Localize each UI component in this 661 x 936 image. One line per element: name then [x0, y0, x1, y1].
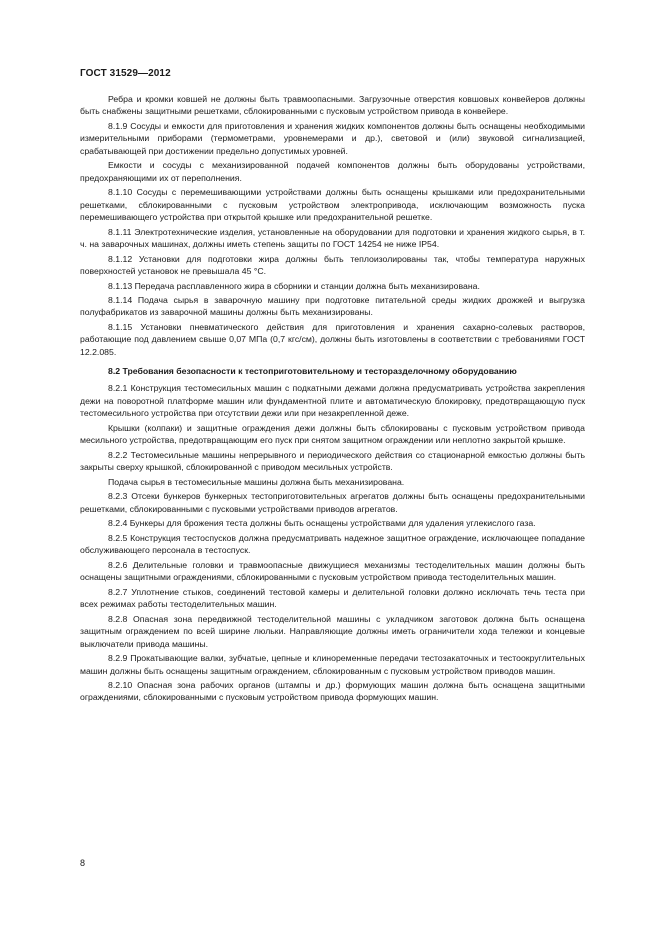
paragraph: 8.2.4 Бункеры для брожения теста должны быть оснащены устройствами для удаления углекислого газа. — [108, 518, 536, 529]
paragraph: 8.2.8 Опасная зона передвижной тестоделительной машины с укладчиком заготовок должна быть оснащена защитным ограждением по всей ширине люльки. Направляющие должны иметь ограничители хода тележки и концевые выключатели привода машины. — [80, 613, 585, 649]
paragraph: 8.2.6 Делительные головки и травмоопасные движущиеся механизмы тестоделительных машин должны быть оснащены защитными ограждениями, сблокированными с пусковым устройством привода тестоделительных машин. — [80, 559, 585, 583]
paragraph: Ребра и кромки ковшей не должны быть травмоопасными. Загрузочные отверстия ковшовых конвейеров должны быть снабжены защитными решетками, сблокированными с пусковым устройством привода в конвейере. — [80, 94, 585, 117]
paragraph: 8.2.1 Конструкция тестомесильных машин с подкатными дежами должна предусматривать устройства закрепления дежи на поворотной платформе машин или фундаментной плите и автоматическую блокировку, предотвращающую пуск тестомесильного устройства при отсутствии дежи или при незакрепленной деже. — [80, 383, 585, 418]
standard-header: ГОСТ 31529—2012 — [80, 68, 171, 79]
paragraph: 8.2.5 Конструкция тестоспусков должна предусматривать надежное защитное ограждение, исключающее попадание обслуживающего персонала в тестоспуск. — [80, 532, 585, 556]
paragraph: 8.2.9 Прокатывающие валки, зубчатые, цепные и клиноременные передачи тестозакаточных и тестоокруглительных машин должны быть оснащены защитным ограждением, сблокированным с пусковым устройством приводов машин. — [80, 653, 585, 676]
paragraph: 8.2.7 Уплотнение стыков, соединений тестовой камеры и делительной головки должно исключать течь теста при всех режимах работы тестоделительных машин. — [80, 586, 585, 610]
page-number: 8 — [80, 858, 86, 868]
paragraph: 8.2.2 Тестомесильные машины непрерывного и периодического действия со стационарной емкостью должны быть закрыты сверху крышкой, сблокированной с приводом месильных устройств. — [80, 449, 585, 472]
paragraph: 8.1.10 Сосуды с перемешивающими устройствами должны быть оснащены крышками или предохранительными решетками, сблокированными с пусковым устройством электропривода, исключающим возможность пуска перемешивающего устройства при открытой крышке или предохранительной решетке. — [80, 187, 585, 222]
paragraph: 8.1.9 Сосуды и емкости для приготовления и хранения жидких компонентов должны быть оснащены необходимыми измерительными приборами (термометрами, уровнемерами и др.), световой и (или) звуковой сигнализацией, срабатывающей при достижении предельно допустимых уровней. — [80, 120, 585, 156]
paragraph: 8.2.3 Отсеки бункеров бункерных тестоприготовительных агрегатов должны быть оснащены предохранительными решетками, сблокированными с пусковыми устройствами приводов агрегатов. — [80, 491, 585, 514]
section-heading: 8.2 Требования безопасности к тестоприготовительному и тесторазделочному оборудованию — [108, 366, 517, 377]
paragraph: 8.1.14 Подача сырья в заварочную машину при подготовке питательной среды жидких дрожжей и выгрузка полуфабрикатов из заварочной машины должны быть механизированы. — [80, 295, 585, 318]
paragraph: 8.1.11 Электротехнические изделия, установленные на оборудовании для подготовки и хранения жидкого сырья, в т. ч. на заварочных машинах, должны иметь степень защиты по ГОСТ 14254 не ниже IP54. — [80, 226, 585, 249]
paragraph: 8.1.13 Передача расплавленного жира в сборники и станции должна быть механизирована. — [108, 280, 480, 291]
paragraph: Подача сырья в тестомесильные машины должна быть механизирована. — [108, 476, 405, 487]
paragraph: 8.1.12 Установки для подготовки жира должны быть теплоизолированы так, чтобы температура наружных поверхностей установок не превышала 45 °С. — [80, 253, 585, 276]
paragraph: Емкости и сосуды с механизированной подачей компонентов должны быть оборудованы устройствами, предохраняющими их от переполнения. — [80, 160, 585, 183]
paragraph: 8.2.10 Опасная зона рабочих органов (штампы и др.) формующих машин должна быть оснащена защитными ограждениями, сблокированными с пусковым устройством привода формующих машин. — [80, 680, 585, 703]
document-body — [80, 93, 585, 706]
paragraph: 8.1.15 Установки пневматического действия для приготовления и хранения сахарно-солевых растворов, работающие под давлением свыше 0,07 МПа (0,7 кгс/см), должны быть изготовлены в соответствии с требованиями ГОСТ 12.2.085. — [80, 322, 585, 357]
paragraph: Крышки (колпаки) и защитные ограждения дежи должны быть сблокированы с пусковым устройством привода месильного устройства, предотвращающим его пуск при снятом защитном ограждении или неплотно закрытой крышке. — [80, 422, 585, 445]
